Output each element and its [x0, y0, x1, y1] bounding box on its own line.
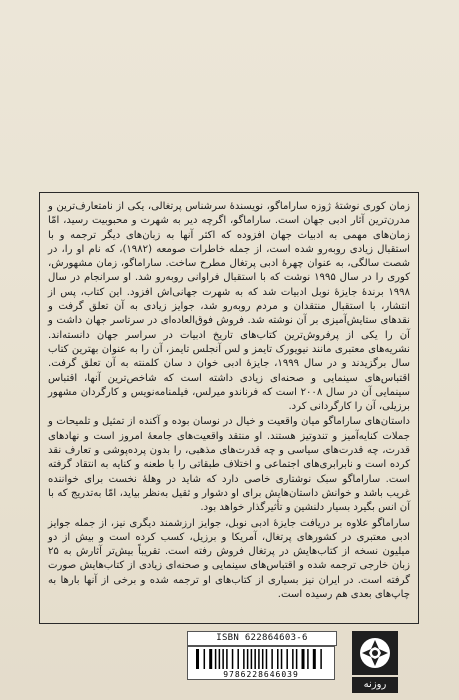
paragraph-1: زمان کوری نوشتهٔ ژوزه ساراماگو، نویسندهٔ سرشناس پرتغالی، یکی از نامتعارف‌ترین و مدرن‌ترین آثار ادبی جهان است. ساراماگو، اگرچه دیر به شهرت و محبوبیت رسید، امّا زمان‌های مهمی به ادبیات جهان افزوده که اکثر آنها به زبان‌های دیگر ترجمه و با استقبال زیادی روبه‌رو شده است، از جمله خاطرات صومعه (۱۹۸۲)، که نام او را، در شصت سالگی، به عنوان چهرهٔ ادبی پرتغال مطرح ساخت. ساراماگو، زمان مشهورش، کوری را در سال ۱۹۹۵ نوشت که با استقبال فراوانی روبه‌رو شد. او سرانجام در سال ۱۹۹۸ برندهٔ جایزهٔ نوبل ادبیات شد که به شهرت جهانی‌اش افزود. این کتاب، پس از انتشار، با استقبال منتقدان و مردم روبه‌رو شد، جوایز زیادی به آن تعلق گرفت و نقدهای ستایش‌آمیزی بر آن نوشته شد. فروش فوق‌العاده‌ای در سرتاسر جهان داشت و آن را یکی از پرفروش‌ترین کتاب‌های تاریخ ادبیات در سراسر جهان دانسته‌اند. نشریه‌های معتبری مانند نیویورک تایمز و لس آنجلس تایمز، آن را به عنوان بهترین کتاب سال برگزیدند و در سال ۱۹۹۹، جایزهٔ ادبی خوان د سان کلمنته به آن تعلق گرفت. اقتباس‌های سینمایی و صحنه‌ای زیادی داشته است که شاخص‌ترین آنها، اقتباس سینمایی آن در سال ۲۰۰۸ است که فرناندو میرلس، فیلمنامه‌نویس و کارگردان مشهور برزیلی، آن را کارگردانی کرد.: [48, 201, 411, 413]
paragraph-3: ساراماگو علاوه بر دریافت جایزهٔ ادبی نوبل، جوایز ارزشمند دیگری نیز، از جمله جوایز ادبی معتبری در کشورهای پرتغال، آمریکا و برزیل، کسب کرده است و بیش از دو میلیون نسخه از کتاب‌هایش در پرتغال فروش رفته است. تقریباً بیش‌تر آثارش به ۲۵ زبان خارجی ترجمه شده و اقتباس‌های سینمایی و صحنه‌ای زیادی از کتاب‌هایش صورت گرفته است. در ایران نیز بسیاری از کتاب‌های او ترجمه شده و برخی از آنها بارها به چاپ‌های بعدی هم رسیده است.: [48, 517, 410, 601]
barcode-bars-icon: [192, 649, 330, 678]
paragraph-2: داستان‌های ساراماگو میان واقعیت و خیال در نوسان بوده و آکنده از تمثیل و تلمیحات و جملات کنایه‌آمیز و تندوتیز هستند. او منتقد واقعیت‌های جامعهٔ امروز است و نهادهای قدرت، چه قدرت‌های سیاسی و چه قدرت‌های مذهبی، را بدون پرده‌پوشی و تعارف نقد کرده است و نابرابری‌های اجتماعی و اختلاف طبقاتی را با طعنه و کنایه به انتقاد گرفته است. ساراماگو سبک نوشتاری خاصی دارد که شاید در وهلهٔ نخست برای خواننده غریب باشد و خوانش داستان‌هایش برای او دشوار و ثقیل به‌نظر بیاید، امّا به‌تدریج که با آن انس بگیرد بسیار دلنشین و تأثیرگذار خواهد بود.: [48, 416, 410, 514]
publisher-emblem-icon: [352, 631, 398, 675]
barcode: [187, 646, 335, 680]
synopsis-text: [48, 200, 410, 603]
barcode-digits: 9786228646039: [223, 670, 299, 678]
publisher-logo: [352, 631, 398, 693]
publisher-name: روزنه: [352, 677, 398, 693]
isbn-label: ISBN 622864603-6: [187, 631, 337, 646]
